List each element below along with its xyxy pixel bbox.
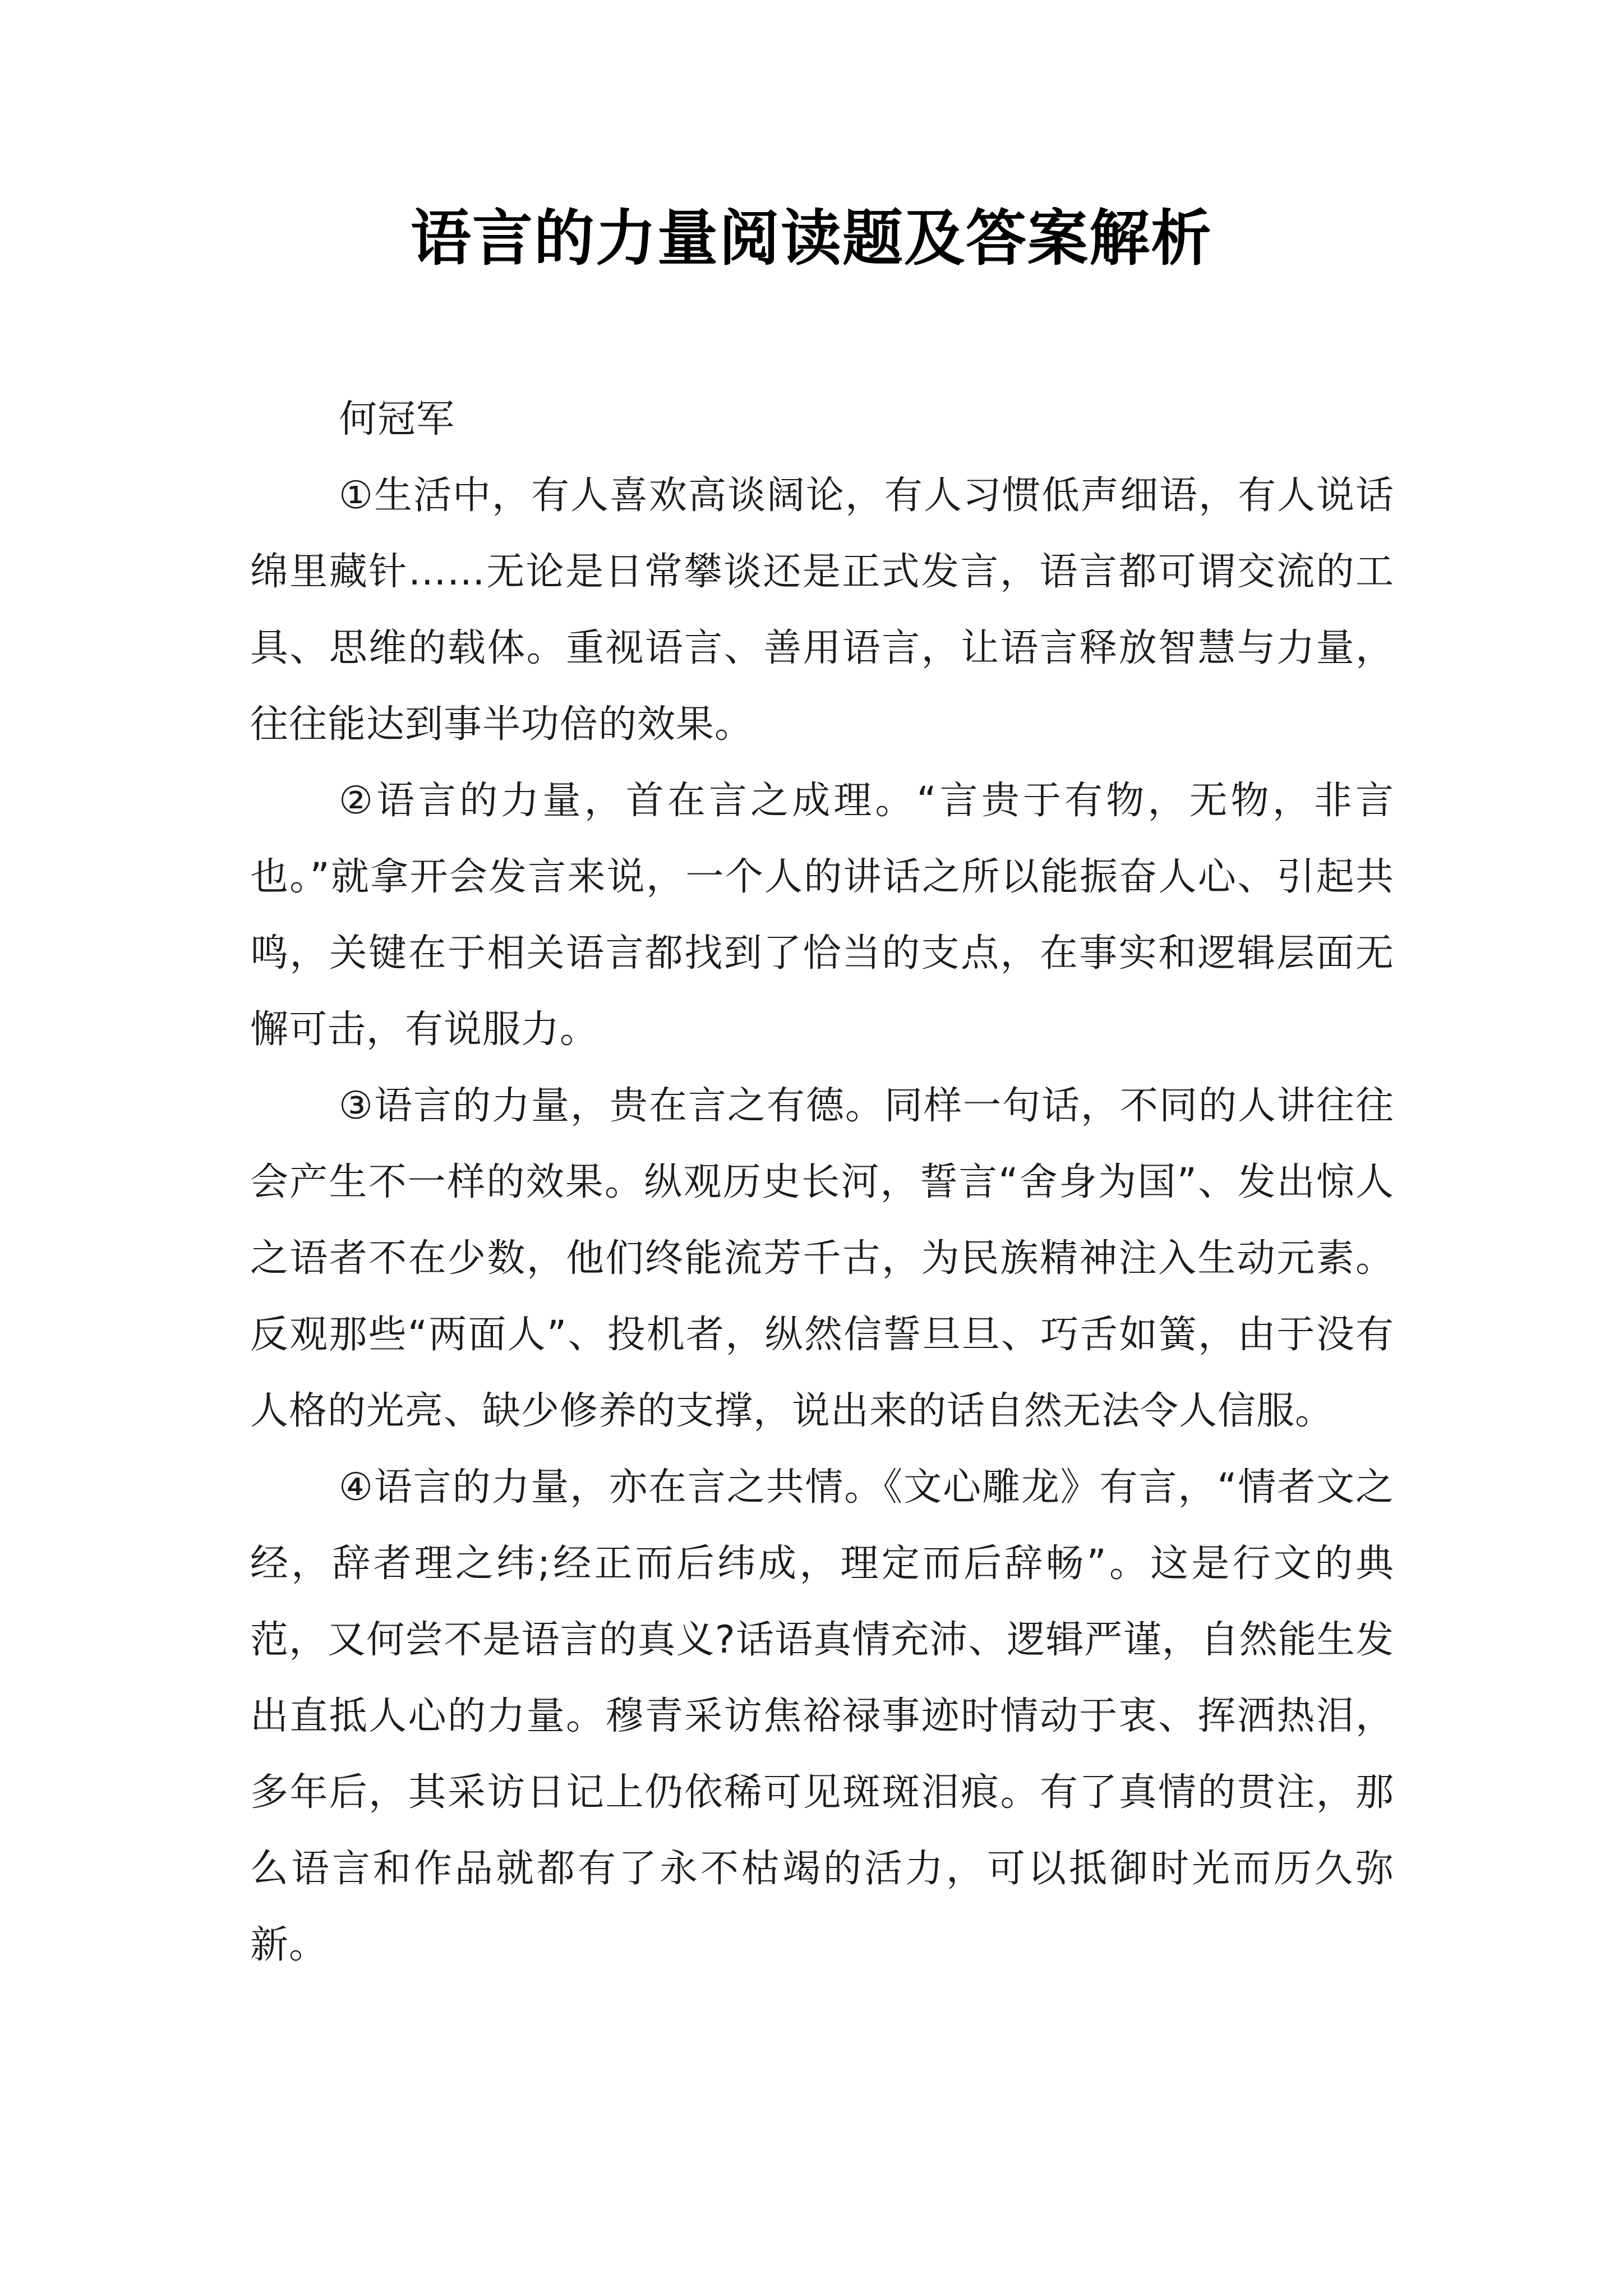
paragraph-2: ②语言的力量，首在言之成理。“言贵于有物，无物，非言也。”就拿开会发言来说，一个人的讲话之所以能振奋人心、引起共鸣，关键在于相关语言都找到了恰当的支点，在事实和逻辑层面无懈可击，有说服力。	[250, 779, 1394, 1052]
paragraph-4: ④语言的力量，亦在言之共情。《文心雕龙》有言，“情者文之经，辞者理之纬;经正而后纬成，理定而后辞畅”。这是行文的典范，又何尝不是语言的真义?话语真情充沛、逻辑严谨，自然能生发出直抵人心的力量。穆青采访焦裕禄事迹时情动于衷、挥洒热泪，多年后，其采访日记上仍依稀可见斑斑泪痕。有了真情的贯注，那么语言和作品就都有了永不枯竭的活力，可以抵御时光而历久弥新。	[250, 1465, 1395, 1967]
document-title: 语言的力量阅读题及答案解析	[410, 203, 1212, 274]
document-body	[250, 381, 1394, 1984]
author-name: 何冠军	[339, 397, 455, 441]
paragraph-3: ③语言的力量，贵在言之有德。同样一句话，不同的人讲往往会产生不一样的效果。纵观历史长河，誓言“舍身为国”、发出惊人之语者不在少数，他们终能流芳千古，为民族精神注入生动元素。反观那些“两面人”、投机者，纵然信誓旦旦、巧舌如簧，由于没有人格的光亮、缺少修养的支撑，说出来的话自然无法令人信服。	[250, 1084, 1394, 1433]
paragraph-1: ①生活中，有人喜欢高谈阔论，有人习惯低声细语，有人说话绵里藏针……无论是日常攀谈还是正式发言，语言都可谓交流的工具、思维的载体。重视语言、善用语言，让语言释放智慧与力量，往往能达到事半功倍的效果。	[250, 473, 1394, 747]
